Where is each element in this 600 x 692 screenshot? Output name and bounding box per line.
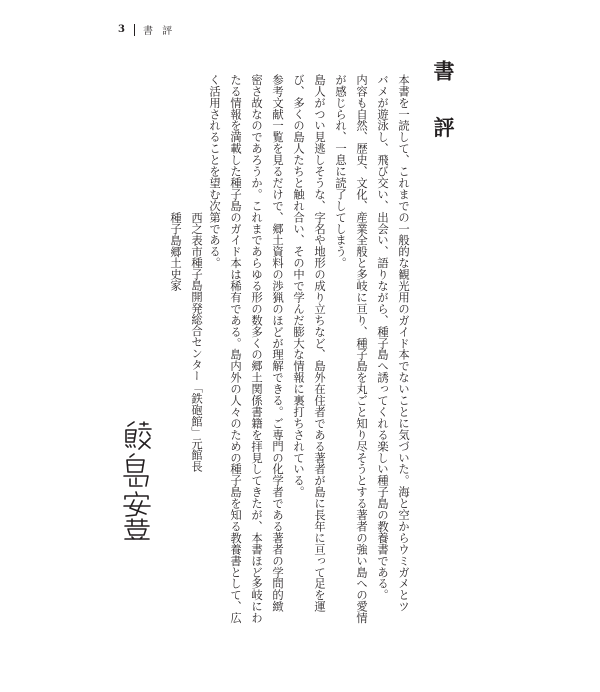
handwritten-signature	[118, 420, 162, 540]
review-title: 書 評	[431, 60, 455, 152]
body-line-7: 参考文献一覧を見るだけで、郷土資料の渉猟のほどが理解できる。ご専門の化学者である著者の学問的緻	[271, 74, 284, 613]
running-head-section: 書 評	[142, 26, 176, 37]
signature-affiliation: 西之表市種子島開発総合センター「鉄砲館」元館長	[190, 212, 203, 472]
header-divider	[134, 24, 135, 36]
body-line-2: バメが遊泳し、飛び交い、出会い、語りながら、種子島へ誘ってくれる楽しい種子島の教養書である。	[376, 74, 389, 601]
body-line-9: たる情報を満載した種子島のガイド本は稀有である。島内外の人々のための種子島を知る教養書として、広	[229, 74, 242, 624]
page-number: 3	[118, 24, 126, 35]
body-line-6: び、多くの島人たちと触れ合い、その中で学んだ膨大な情報に裏打ちされている。	[292, 74, 305, 498]
body-line-4: が感じられ、一息に読了してしまう。	[334, 74, 347, 269]
body-line-5: 島人がつい見逃しそうな、字名や地形の成り立ちなど、島外在住者である著者が島に長年に亘って足を運	[313, 74, 326, 613]
signature-organization: 種子島郷土史家	[169, 212, 182, 292]
body-line-8: 密さ故なのであろうか。これまであらゆる形の数多くの郷土関係書籍を拝見してきたが、本書ほど多岐にわ	[250, 74, 263, 624]
body-line-1: 本書を一読して、これまでの一般的な観光用のガイド本でないことに気づいた。海と空からウミガメとツ	[397, 74, 410, 613]
page-header	[118, 22, 175, 37]
body-line-3: 内容も自然、歴史、文化、産業全般と多岐に亘り、種子島を丸ごと知り尽そうとする著者の強い島への愛情	[355, 74, 368, 624]
body-line-10: く活用されることを望む次第である。	[208, 74, 221, 269]
